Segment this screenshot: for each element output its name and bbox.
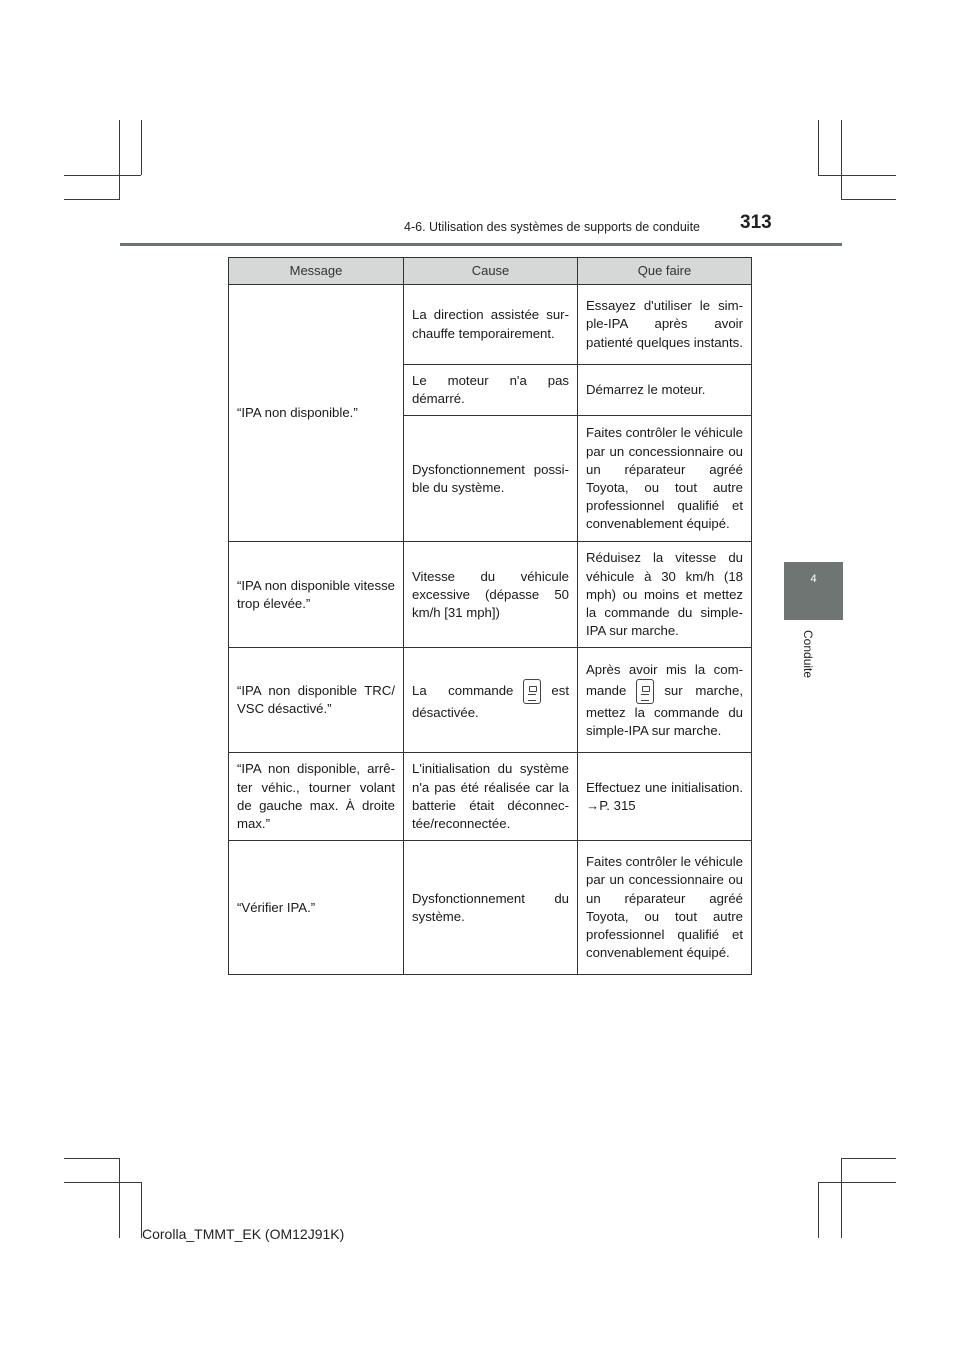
crop-mark — [841, 120, 842, 200]
crop-mark — [64, 175, 141, 176]
action-cell: Démarrez le moteur. — [578, 365, 752, 416]
cause-text-before: La commande — [412, 682, 514, 698]
table-row — [229, 285, 752, 365]
table-row — [229, 841, 752, 975]
crop-mark — [64, 1182, 141, 1183]
action-cell: Faites contrôler le véhicule par un concessionnaire ou un réparateur agréé Toyota, ou tout autre professionnel qualifié et convenablement équipé. — [578, 841, 752, 975]
vsc-off-switch-icon — [636, 679, 654, 704]
action-text-before: Après avoir mis la commande — [586, 661, 743, 698]
cause-cell: Le moteur n'a pas démarré. — [404, 365, 578, 416]
header-rule — [120, 243, 842, 246]
crop-mark — [841, 1158, 842, 1238]
crop-mark — [64, 1158, 119, 1159]
chapter-tab — [784, 562, 843, 620]
crop-mark — [841, 1158, 896, 1159]
cause-cell: La direction assistée surchauffe temporairement. — [404, 285, 578, 365]
document-id: Corolla_TMMT_EK (OM12J91K) — [142, 1226, 345, 1242]
cause-cell: Vitesse du véhicule excessive (dépasse 50 km/h [31 mph]) — [404, 542, 578, 648]
cause-cell: Dysfonctionnement du système. — [404, 841, 578, 975]
cause-cell — [404, 648, 578, 753]
crop-mark — [141, 120, 142, 175]
message-table — [228, 257, 752, 975]
crop-mark — [64, 199, 119, 200]
cause-cell: L'initialisation du système n'a pas été réalisée car la batterie était déconnectée/reconnectée. — [404, 753, 578, 841]
action-cell: Faites contrôler le véhicule par un concessionnaire ou un réparateur agréé Toyota, ou tout autre professionnel qualifié et convenablement équipé. — [578, 416, 752, 542]
action-cell: Effectuez une initialisation. →P. 315 — [578, 753, 752, 841]
action-cell: Essayez d'utiliser le simple-IPA après avoir patienté quelques instants. — [578, 285, 752, 365]
crop-mark — [841, 199, 896, 200]
action-text-after: sur marche, mettez la commande du simple-IPA sur marche. — [586, 682, 743, 739]
crop-mark — [818, 1182, 819, 1238]
chapter-number: 4 — [810, 573, 817, 585]
crop-mark — [818, 1182, 896, 1183]
table-row — [229, 542, 752, 648]
action-cell — [578, 648, 752, 753]
page-number: 313 — [740, 212, 772, 233]
column-header-message: Message — [229, 258, 404, 285]
chapter-label: Conduite — [801, 630, 815, 679]
message-cell: “IPA non disponible.” — [229, 285, 404, 542]
table-row — [229, 648, 752, 753]
section-title: 4-6. Utilisation des systèmes de supports de conduite — [404, 220, 700, 234]
message-cell: “Vérifier IPA.” — [229, 841, 404, 975]
cause-text-after: est désactivée. — [412, 682, 569, 720]
action-cell: Réduisez la vitesse du véhicule à 30 km/h (18 mph) ou moins et mettez la commande du simple-IPA sur marche. — [578, 542, 752, 648]
message-cell: “IPA non disponible, arrêter véhic., tourner volant de gauche max. À droite max.” — [229, 753, 404, 841]
table-row — [229, 753, 752, 841]
crop-mark — [818, 120, 819, 175]
column-header-cause: Cause — [404, 258, 578, 285]
table-header-row — [229, 258, 752, 285]
crop-mark — [818, 175, 896, 176]
message-cell: “IPA non disponible TRC/ VSC désactivé.” — [229, 648, 404, 753]
cause-cell: Dysfonctionnement possible du système. — [404, 416, 578, 542]
crop-mark — [119, 1158, 120, 1238]
crop-mark — [119, 120, 120, 200]
message-cell: “IPA non disponible vitesse trop élevée.” — [229, 542, 404, 648]
vsc-off-switch-icon — [523, 679, 541, 704]
column-header-action: Que faire — [578, 258, 752, 285]
